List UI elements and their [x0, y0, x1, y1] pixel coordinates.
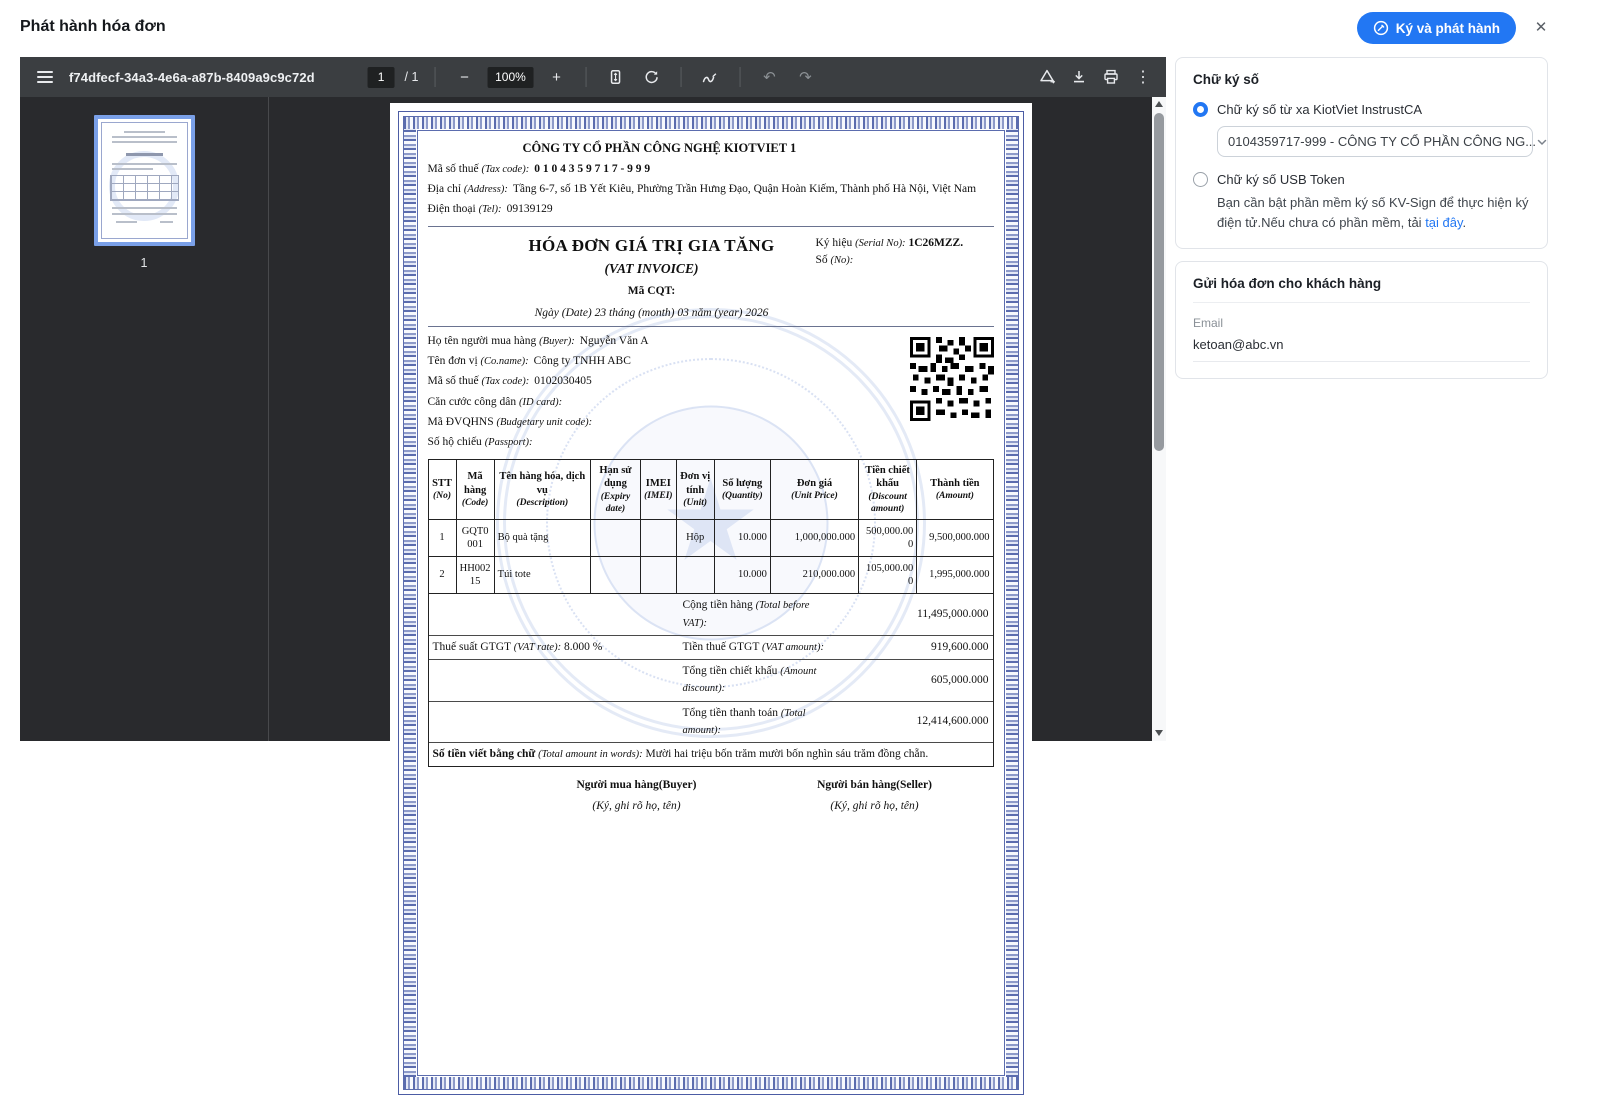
radio-unselected-icon[interactable]: [1193, 172, 1208, 187]
grand-total-row: Tổng tiền thanh toán (Total amount): 12,414,600.000: [429, 702, 993, 744]
thumbnail-page-number: 1: [140, 256, 148, 270]
email-label: Email: [1193, 316, 1224, 330]
amount-in-words: Số tiền viết bằng chữ (Total amount in words): Mười hai triệu bốn trăm mười bốn nghìn sáu trăm đồng chẵn.: [428, 743, 994, 767]
buyer-name: Họ tên người mua hàng (Buyer): Nguyễn Văn A: [427, 334, 649, 347]
send-invoice-card: [1175, 261, 1548, 379]
toolbar-divider: [585, 67, 586, 87]
invoice-title: HÓA ĐƠN GIÁ TRỊ GIA TĂNG: [528, 235, 775, 255]
close-icon[interactable]: ✕: [1534, 19, 1548, 36]
invoice-totals: [428, 594, 994, 743]
scrollbar-thumb[interactable]: [1154, 113, 1164, 451]
seller-signature-note: (Ký, ghi rõ họ, tên): [830, 799, 919, 812]
invoice-page: [390, 103, 1032, 1103]
download-icon[interactable]: [1066, 64, 1092, 90]
thumbnail-page-preview: [101, 122, 188, 239]
qr-code: [910, 337, 994, 421]
vat-amount-row: Thuế suất GTGT (VAT rate): 8.000 % Tiền thuế GTGT (VAT amount): 919,600.000: [429, 636, 993, 660]
print-icon[interactable]: [1098, 64, 1124, 90]
discount-total-row: Tổng tiền chiết khấu (Amount discount): 605,000.000: [429, 660, 993, 702]
pdf-viewer: [20, 57, 1166, 812]
seller-address: Địa chỉ (Address): Tầng 6-7, số 1B Yết Kiêu, Phường Trần Hưng Đạo, Quận Hoàn Kiếm, Thành phố Hà Nội, Việt Nam: [427, 183, 977, 195]
redo-icon[interactable]: ↷: [799, 69, 812, 86]
col-header: Tên hàng hóa, dịch vụ (Description): [494, 460, 590, 520]
zoom-in-icon[interactable]: +: [552, 68, 561, 86]
col-header: Thành tiền (Amount): [917, 460, 993, 520]
pdf-scrollbar[interactable]: [1152, 97, 1166, 741]
col-header: Đơn giá (Unit Price): [770, 460, 858, 520]
app-header: [0, 0, 1600, 56]
sign-button-label: Ký và phát hành: [1395, 20, 1500, 36]
seller-tax-code: Mã số thuế (Tax code): 0 1 0 4 3 5 9 7 1 7 - 9 9 9: [427, 162, 651, 175]
save-to-drive-icon[interactable]: [1034, 64, 1060, 90]
col-header: IMEI (IMEI): [641, 460, 677, 520]
toolbar-divider: [680, 67, 681, 87]
table-row: 2 HH00215 Túi tote 10.000 210,000.000 105,000.000 1,995,000.000: [428, 557, 993, 594]
menu-icon[interactable]: [37, 71, 53, 83]
signature-card-title: Chữ ký số: [1193, 72, 1260, 87]
page-title: Phát hành hóa đơn: [20, 18, 166, 35]
side-panel: [1175, 57, 1548, 379]
pdf-canvas[interactable]: [269, 97, 1152, 812]
undo-icon[interactable]: ↶: [763, 69, 776, 86]
page-count-label: / 1: [404, 70, 419, 84]
table-header-row: [428, 460, 993, 520]
page-number-input[interactable]: 1: [368, 67, 395, 88]
buyer-signature-note: (Ký, ghi rõ họ, tên): [592, 799, 681, 812]
seller-signature-title: Người bán hàng(Seller): [817, 779, 932, 792]
seller-phone: Điện thoại (Tel): 09139129: [427, 203, 553, 216]
col-header: Đơn vị tính (Unit): [676, 460, 714, 520]
pdf-filename: f74dfecf-34a3-4e6a-a87b-8409a9c9c72d: [69, 69, 315, 85]
email-field[interactable]: ketoan@abc.vn: [1193, 337, 1530, 362]
invoice-date: Ngày (Date) 23 tháng (month) 03 năm (year) 2026: [534, 306, 769, 319]
toolbar-divider: [739, 67, 740, 87]
signature-area: [428, 777, 994, 815]
chevron-down-icon: [1536, 136, 1548, 148]
divider: [428, 226, 994, 227]
serial-number-block: Ký hiệu (Serial No): 1C26MZZ. Số (No):: [815, 236, 964, 266]
col-header: STT (No): [428, 460, 456, 520]
invoice-items-table: [428, 459, 994, 594]
download-here-link[interactable]: tại đây: [1425, 214, 1463, 230]
annotate-pen-icon[interactable]: [697, 64, 723, 90]
buyer-id-card: Căn cước công dân (ID card):: [427, 395, 563, 408]
divider: [1193, 302, 1530, 303]
more-options-icon[interactable]: ⋮: [1135, 69, 1151, 86]
thumbnail-panel: [20, 97, 269, 741]
usb-token-note: Bạn cần bật phần mềm ký số KV-Sign để thực hiện ký điện tử.Nếu chưa có phần mềm, tải tại đây.: [1217, 195, 1529, 230]
scroll-up-icon[interactable]: [1155, 101, 1163, 107]
rotate-icon[interactable]: [638, 64, 664, 90]
zoom-out-icon[interactable]: −: [460, 68, 469, 86]
cqt-code-label: Mã CQT:: [627, 285, 676, 298]
table-row: 1 GQT0001 Bộ quà tặng Hộp 10.000 1,000,000.000 500,000.000 9,500,000.000: [428, 520, 993, 557]
buyer-signature-title: Người mua hàng(Buyer): [576, 779, 697, 792]
certificate-select[interactable]: 0104359717-999 - CÔNG TY CỔ PHẦN CÔNG NG...: [1217, 126, 1533, 157]
sign-circle-icon: [1373, 20, 1389, 36]
col-header: Hạn sử dụng (Expiry date): [590, 460, 640, 520]
digital-signature-card: [1175, 57, 1548, 249]
send-invoice-card-title: Gửi hóa đơn cho khách hàng: [1193, 276, 1382, 291]
zoom-level-input[interactable]: 100%: [487, 67, 533, 88]
col-header: Tiền chiết khấu (Discount amount): [859, 460, 917, 520]
sign-and-issue-button[interactable]: [1357, 12, 1516, 44]
total-before-vat-row: Cộng tiền hàng (Total before VAT): 11,495,000.000: [429, 594, 993, 636]
pdf-toolbar: [20, 57, 1166, 97]
page-thumbnail[interactable]: [94, 115, 195, 246]
buyer-passport: Số hộ chiếu (Passport):: [427, 436, 533, 448]
remote-signature-option[interactable]: Chữ ký số từ xa KiotViet InstrustCA: [1193, 102, 1530, 117]
scroll-down-icon[interactable]: [1155, 730, 1163, 736]
buyer-tax-code: Mã số thuế (Tax code): 0102030405: [427, 375, 592, 388]
invoice-subtitle: (VAT INVOICE): [604, 261, 699, 276]
fit-page-icon[interactable]: [602, 64, 628, 90]
divider: [428, 326, 994, 327]
usb-token-option[interactable]: Chữ ký số USB Token: [1193, 172, 1530, 187]
buyer-budget-code: Mã ĐVQHNS (Budgetary unit code):: [427, 415, 593, 428]
buyer-company: Tên đơn vị (Co.name): Công ty TNHH ABC: [427, 355, 631, 367]
col-header: Mã hàng (Code): [456, 460, 494, 520]
toolbar-divider: [434, 67, 435, 87]
col-header: Số lượng (Quantity): [714, 460, 770, 520]
radio-selected-icon[interactable]: [1193, 102, 1208, 117]
invoice-company-name: CÔNG TY CỔ PHẦN CÔNG NGHỆ KIOTVIET 1: [522, 141, 797, 155]
